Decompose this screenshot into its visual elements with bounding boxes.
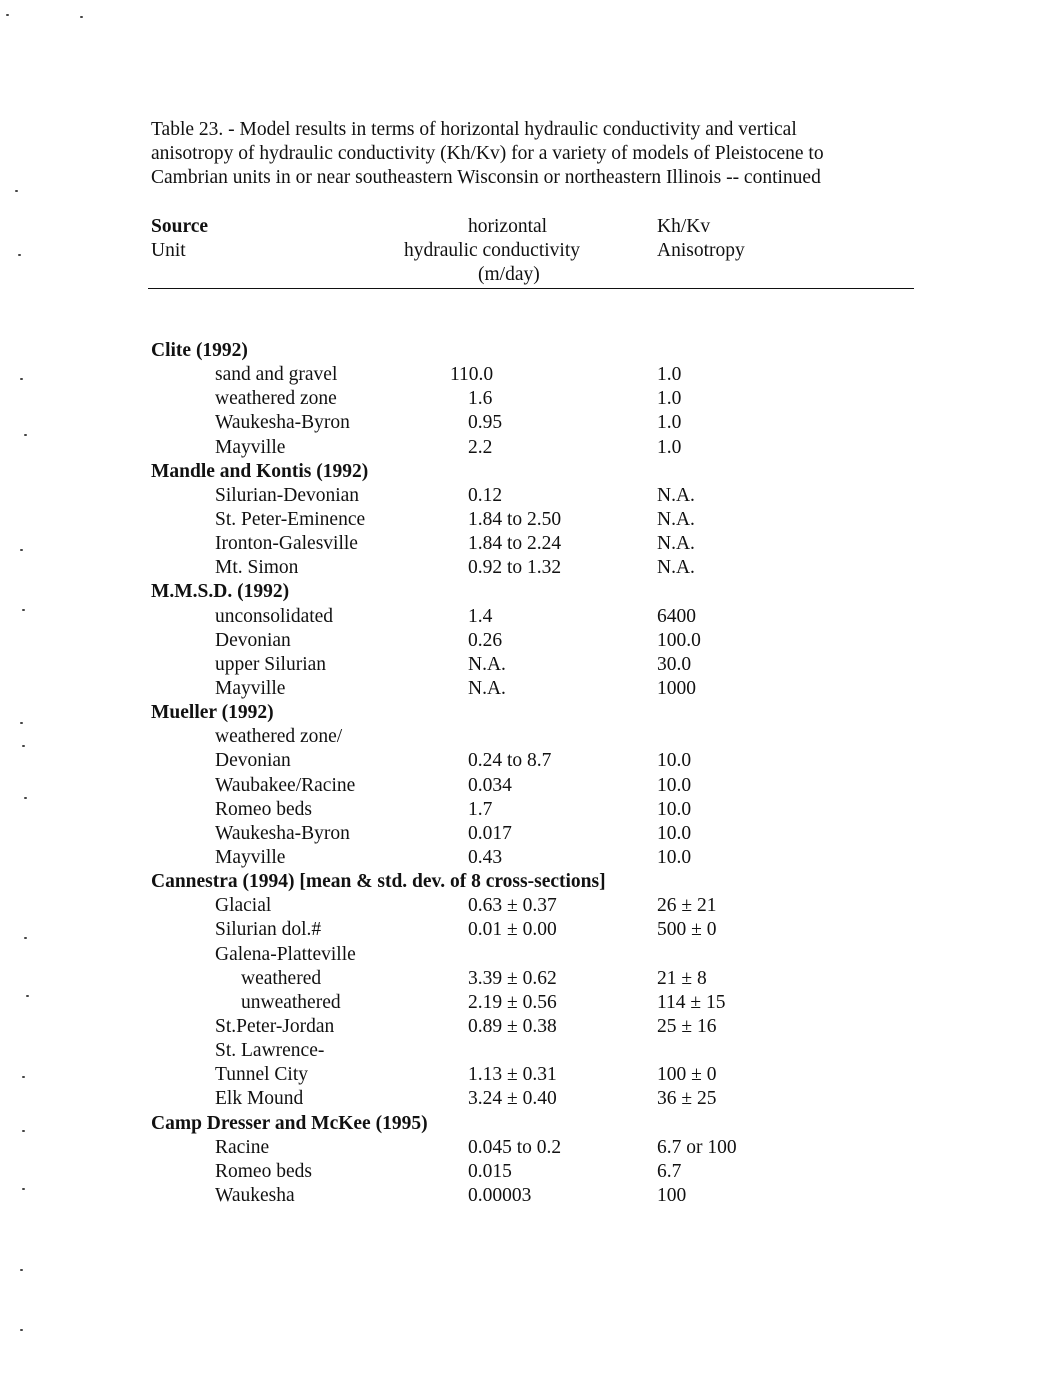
unit-cell: Waukesha-Byron <box>215 412 350 434</box>
anisotropy-cell: 100 <box>657 1184 687 1206</box>
unit-cell: weathered zone <box>215 388 337 410</box>
table-row <box>0 653 1062 677</box>
table-row <box>0 1039 1062 1063</box>
table-row <box>0 508 1062 532</box>
table-row <box>0 1136 1062 1160</box>
scan-speck <box>15 190 18 192</box>
conductivity-cell: 0.12 <box>468 484 503 506</box>
anisotropy-cell: 30.0 <box>657 653 692 675</box>
anisotropy-cell: N.A. <box>657 508 695 530</box>
anisotropy-cell: 21 ± 8 <box>657 967 707 989</box>
table-row <box>0 1087 1062 1111</box>
anisotropy-cell: 36 ± 25 <box>657 1088 717 1110</box>
unit-cell: Mayville <box>215 846 286 868</box>
conductivity-cell: 1.4 <box>468 605 493 627</box>
anisotropy-cell: 1000 <box>657 677 696 699</box>
conductivity-cell: 1.6 <box>468 388 493 410</box>
table-row <box>0 774 1062 798</box>
unit-cell: unweathered <box>241 991 341 1013</box>
unit-cell: Elk Mound <box>215 1088 304 1110</box>
anisotropy-cell: 1.0 <box>657 436 682 458</box>
anisotropy-cell: 1.0 <box>657 388 682 410</box>
table-caption <box>151 118 911 190</box>
table-row <box>0 629 1062 653</box>
data-table <box>0 339 1062 1208</box>
scan-speck <box>24 434 27 436</box>
conductivity-cell: 0.95 <box>468 412 503 434</box>
anisotropy-cell: 10.0 <box>657 774 692 796</box>
anisotropy-cell: 26 ± 21 <box>657 895 717 917</box>
unit-cell: Tunnel City <box>215 1064 309 1086</box>
anisotropy-cell: 500 ± 0 <box>657 919 717 941</box>
unit-cell: sand and gravel <box>215 364 338 386</box>
unit-cell: Silurian dol.# <box>215 919 322 941</box>
conductivity-cell: 2.19 ± 0.56 <box>468 991 557 1013</box>
table-row <box>0 1184 1062 1208</box>
scan-speck <box>26 995 29 997</box>
scan-speck <box>22 1188 25 1190</box>
table-row <box>0 918 1062 942</box>
table-row <box>0 846 1062 870</box>
scan-speck <box>20 549 23 551</box>
unit-cell: Waukesha-Byron <box>215 822 350 844</box>
table-row <box>0 1160 1062 1184</box>
scan-speck <box>22 1076 25 1078</box>
conductivity-cell: N.A. <box>468 653 506 675</box>
unit-cell: Waubakee/Racine <box>215 774 356 796</box>
source-heading: Cannestra (1994) [mean & std. dev. of 8 cross-sections] <box>151 871 606 893</box>
anisotropy-cell: 10.0 <box>657 750 692 772</box>
scan-speck <box>20 1329 23 1331</box>
table-row <box>0 532 1062 556</box>
scan-speck <box>80 16 83 18</box>
table-row <box>0 556 1062 580</box>
table-row <box>0 484 1062 508</box>
table-row <box>0 967 1062 991</box>
table-row <box>0 943 1062 967</box>
unit-cell: Romeo beds <box>215 1160 312 1182</box>
header-kh-kv: Kh/Kv <box>657 216 711 237</box>
unit-cell: Glacial <box>215 895 272 917</box>
header-source: Source <box>151 216 209 237</box>
caption-line: anisotropy of hydraulic conductivity (Kh/Kv) for a variety of models of Pleistocene to <box>151 143 824 164</box>
anisotropy-cell: 10.0 <box>657 846 692 868</box>
conductivity-cell: 0.017 <box>468 822 512 844</box>
table-row <box>0 798 1062 822</box>
conductivity-cell: 0.034 <box>468 774 512 796</box>
source-group-row <box>0 580 1062 604</box>
conductivity-cell: 0.01 ± 0.00 <box>468 919 557 941</box>
anisotropy-cell: 6400 <box>657 605 696 627</box>
table-row <box>0 363 1062 387</box>
unit-cell: Racine <box>215 1136 270 1158</box>
anisotropy-cell: 10.0 <box>657 798 692 820</box>
anisotropy-cell: 100 ± 0 <box>657 1064 717 1086</box>
anisotropy-cell: 25 ± 16 <box>657 1015 717 1037</box>
unit-cell: upper Silurian <box>215 653 327 675</box>
anisotropy-cell: 100.0 <box>657 629 701 651</box>
source-heading: M.M.S.D. (1992) <box>151 581 290 603</box>
scan-speck <box>22 609 25 611</box>
unit-cell: Ironton-Galesville <box>215 533 358 555</box>
scan-speck <box>24 797 27 799</box>
unit-cell: weathered <box>241 967 322 989</box>
caption-line: Table 23. - Model results in terms of horizontal hydraulic conductivity and vertical <box>151 119 797 140</box>
unit-cell: St. Peter-Eminence <box>215 508 366 530</box>
conductivity-cell: 0.92 to 1.32 <box>468 557 562 579</box>
conductivity-cell: 1.84 to 2.50 <box>468 508 562 530</box>
unit-cell: Galena-Platteville <box>215 943 356 965</box>
unit-cell: St. Lawrence- <box>215 1040 325 1062</box>
conductivity-cell: 3.24 ± 0.40 <box>468 1088 557 1110</box>
scan-speck <box>22 1130 25 1132</box>
source-group-row <box>0 701 1062 725</box>
conductivity-cell: 0.045 to 0.2 <box>468 1136 562 1158</box>
anisotropy-cell: 1.0 <box>657 364 682 386</box>
unit-cell: Silurian-Devonian <box>215 484 360 506</box>
unit-cell: Devonian <box>215 629 291 651</box>
conductivity-cell: 3.39 ± 0.62 <box>468 967 557 989</box>
scan-speck <box>20 722 23 724</box>
anisotropy-cell: 114 ± 15 <box>657 991 726 1013</box>
table-row <box>0 411 1062 435</box>
table-row <box>0 605 1062 629</box>
header-hydraulic-conductivity: hydraulic conductivity <box>404 240 580 261</box>
scan-speck <box>20 1269 23 1271</box>
anisotropy-cell: 1.0 <box>657 412 682 434</box>
source-group-row <box>0 460 1062 484</box>
conductivity-cell: 0.63 ± 0.37 <box>468 895 557 917</box>
table-row <box>0 677 1062 701</box>
header-rule <box>148 288 914 289</box>
source-group-row <box>0 339 1062 363</box>
source-heading: Camp Dresser and McKee (1995) <box>151 1112 428 1134</box>
caption-line: Cambrian units in or near southeastern Wisconsin or northeastern Illinois -- continued <box>151 167 821 188</box>
unit-cell: unconsolidated <box>215 605 334 627</box>
table-row <box>0 387 1062 411</box>
unit-cell: St.Peter-Jordan <box>215 1015 335 1037</box>
anisotropy-cell: 6.7 or 100 <box>657 1136 737 1158</box>
header-unit: Unit <box>151 240 186 261</box>
unit-cell: Mayville <box>215 677 286 699</box>
conductivity-cell: 1.7 <box>468 798 493 820</box>
unit-cell: weathered zone/ <box>215 726 343 748</box>
source-group-row <box>0 1112 1062 1136</box>
conductivity-cell: 0.89 ± 0.38 <box>468 1015 557 1037</box>
unit-cell: Waukesha <box>215 1184 295 1206</box>
table-row <box>0 894 1062 918</box>
conductivity-cell: 1.13 ± 0.31 <box>468 1064 557 1086</box>
table-row <box>0 991 1062 1015</box>
conductivity-cell: 0.00003 <box>468 1184 532 1206</box>
conductivity-cell: 0.015 <box>468 1160 512 1182</box>
table-row <box>0 822 1062 846</box>
anisotropy-cell: N.A. <box>657 557 695 579</box>
anisotropy-cell: N.A. <box>657 484 695 506</box>
scan-speck <box>18 254 21 256</box>
conductivity-cell: 1.84 to 2.24 <box>468 533 562 555</box>
conductivity-cell: 0.43 <box>468 846 503 868</box>
conductivity-cell: 0.26 <box>468 629 503 651</box>
source-heading: Clite (1992) <box>151 340 248 361</box>
header-horizontal: horizontal <box>468 216 548 237</box>
unit-cell: Romeo beds <box>215 798 312 820</box>
source-heading: Mandle and Kontis (1992) <box>151 460 369 482</box>
anisotropy-cell: 6.7 <box>657 1160 682 1182</box>
table-row <box>0 725 1062 749</box>
conductivity-cell: N.A. <box>468 677 506 699</box>
header-anisotropy: Anisotropy <box>657 240 745 261</box>
anisotropy-cell: N.A. <box>657 533 695 555</box>
table-row <box>0 1063 1062 1087</box>
conductivity-cell: 110.0 <box>450 364 494 386</box>
table-row <box>0 436 1062 460</box>
conductivity-cell: 2.2 <box>468 436 493 458</box>
table-row <box>0 749 1062 773</box>
unit-cell: Mt. Simon <box>215 557 299 579</box>
source-group-row <box>0 870 1062 894</box>
scan-speck <box>22 745 25 747</box>
unit-cell: Devonian <box>215 750 291 772</box>
source-heading: Mueller (1992) <box>151 702 274 724</box>
scan-speck <box>24 937 27 939</box>
unit-cell: Mayville <box>215 436 286 458</box>
anisotropy-cell: 10.0 <box>657 822 692 844</box>
scan-speck <box>20 378 23 380</box>
scan-speck <box>6 14 9 16</box>
table-row <box>0 1015 1062 1039</box>
header-units: (m/day) <box>478 264 540 285</box>
conductivity-cell: 0.24 to 8.7 <box>468 750 552 772</box>
